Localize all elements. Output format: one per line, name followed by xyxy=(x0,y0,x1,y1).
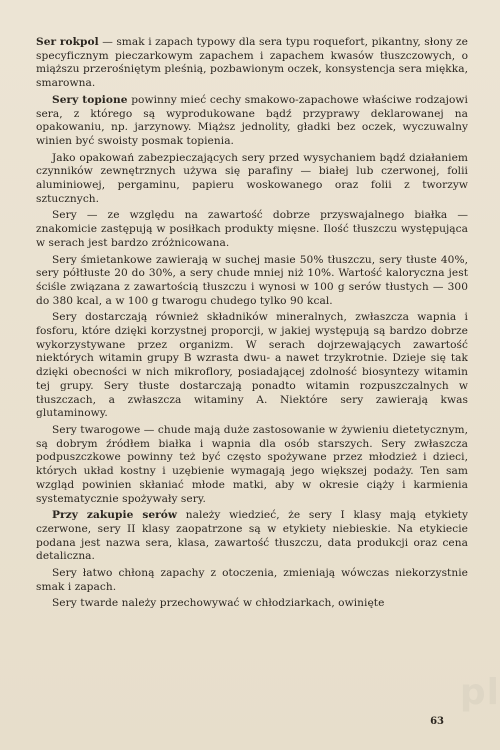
term-ser-rokpol: Ser rokpol xyxy=(36,36,99,48)
paragraph-text: powinny mieć cechy smakowo-zapachowe właściwe rodzajowi sera, z którego są wyprodukowane bądź przyprawy deklarowanej na opakowaniu, np. jarzynowy. Miąższ jednolity, gładki bez oczek, wyczuwalny winien być swoisty posmak topienia. xyxy=(36,93,468,147)
paragraph-sery-topione xyxy=(36,94,468,149)
paragraph-text: należy wiedzieć, że sery I klasy mają etykiety czerwone, sery II klasy zaopatrzone są w etykiety niebieskie. Na etykiecie podana jest nazwa sera, klasa, zawartość tłuszczu, data produkcji oraz cena detaliczna. xyxy=(36,509,469,563)
term-przy-zakupie: Przy zakupie serów xyxy=(52,509,178,522)
watermark: pl xyxy=(459,672,500,713)
paragraph-sery-twarogowe xyxy=(36,424,468,506)
paragraph-text: — smak i zapach typowy dla sera typu roquefort, pikantny, słony ze specyficznym pieczarkowym zapachem i zapachem kwasów tłuszczowych, o miąższu przerośniętym pleśnią, pozbawionym oczek, konsystencja sera miękka, smarowna. xyxy=(36,36,468,90)
paragraph-przechowywanie xyxy=(36,597,468,611)
page-body xyxy=(36,36,468,611)
paragraph-text: Sery śmietankowe zawierają w suchej masie 50% tłuszczu, sery tłuste 40%, sery półtłuste 20 do 30%, a sery chude mniej niż 10%. Wartość kaloryczna jest ściśle związana z zawartością tłuszczu i wynosi w 100 g serów tłustych — 300 do 380 kcal, a w 100 g twarogu chudego tylko 90 kcal. xyxy=(36,253,468,307)
paragraph-zapachy xyxy=(36,567,468,594)
paragraph-bialko xyxy=(36,209,468,250)
paragraph-text: Sery dostarczają również składników mineralnych, zwłaszcza wapnia i fosforu, które dzięki korzystnej proporcji, w jakiej występują są bardzo dobrze wykorzystywane przez organizm. W serach dojrzewających zawartość niektórych witamin grupy B wzrasta dwu- a nawet trzykrotnie. Dzieje się tak dzięki obecności w nich mikroflory, posiadającej zdolność biosyntezy witamin tej grupy. Sery tłuste dostarczają ponadto witamin rozpuszczalnych w tłuszczach, a zwłaszcza witaminy A. Niektóre sery zawierają kwas glutaminowy. xyxy=(36,311,468,420)
paragraph-tluszcz xyxy=(36,254,468,309)
paragraph-text: Sery łatwo chłoną zapachy z otoczenia, zmieniają wówczas niekorzystnie smak i zapach. xyxy=(36,567,468,593)
term-sery-topione: Sery topione xyxy=(52,93,128,106)
paragraph-ser-rokpol xyxy=(36,36,468,91)
page-number: 63 xyxy=(430,716,444,727)
paragraph-text: Sery twarde należy przechowywać w chłodziarkach, owinięte xyxy=(52,597,385,610)
paragraph-opakowania xyxy=(36,152,468,207)
paragraph-text: Sery twarogowe — chude mają duże zastosowanie w żywieniu dietetycznym, są dobrym źródłem białka i wapnia dla osób starszych. Sery zwłaszcza podpuszczkowe powinny też być często spożywane przez młodzież i dzieci, których układ kostny i uzębienie wymagają jego większej podaży. Ten sam wzgląd powinien skłaniać młode matki, aby w okresie ciąży i karmienia systematycznie spożywały sery. xyxy=(36,423,468,505)
paragraph-text: Sery — ze względu na zawartość dobrze przyswajalnego białka — znakomicie zastępują w posiłkach produkty mięsne. Ilość tłuszczu występująca w serach jest bardzo zróżnicowana. xyxy=(36,209,468,249)
paragraph-text: Jako opakowań zabezpieczających sery przed wysychaniem bądź działaniem czynników zewnętrznych używa się parafiny — białej lub czerwonej, folii aluminiowej, pergaminu, papieru woskowanego oraz folii z tworzyw sztucznych. xyxy=(36,151,468,205)
paragraph-skladniki-mineralne xyxy=(36,311,468,421)
paragraph-przy-zakupie xyxy=(36,509,468,564)
